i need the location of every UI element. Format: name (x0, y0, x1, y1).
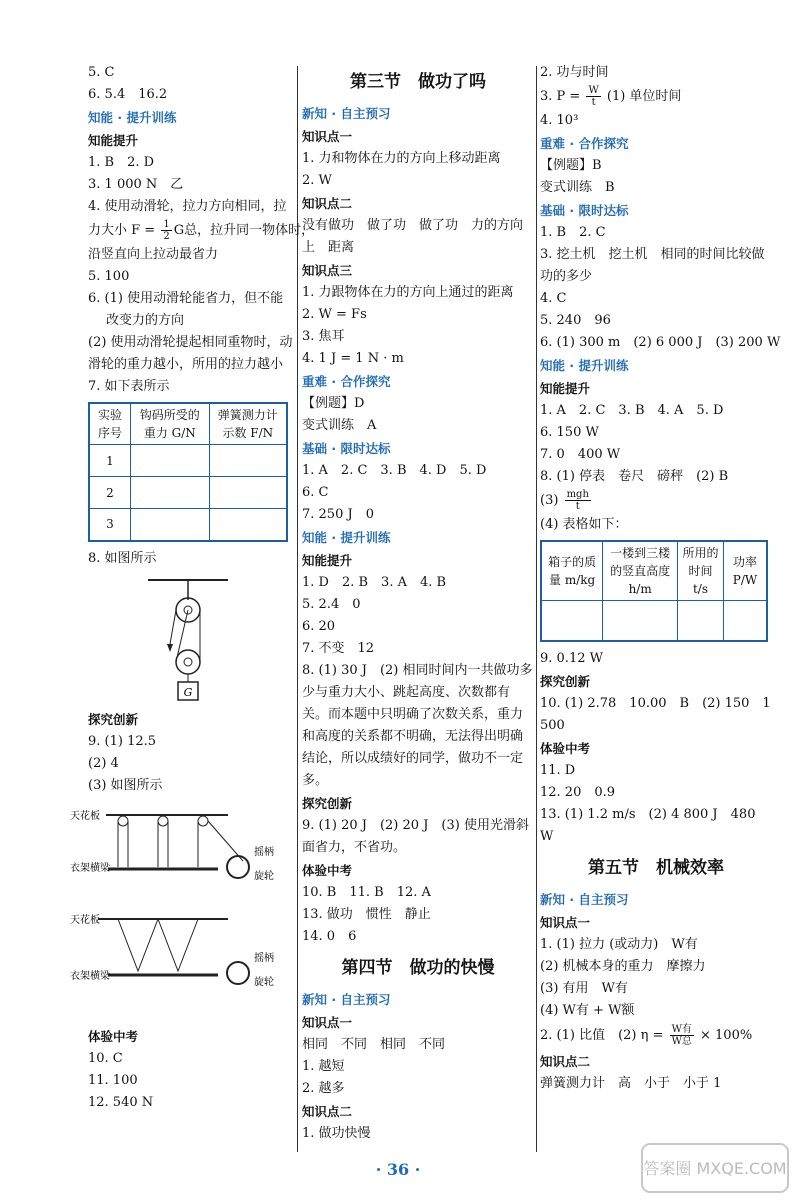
answer-line: 1. 越短 (302, 1059, 345, 1074)
answer-line: 6. 150 W (540, 425, 599, 440)
category-heading: 知能 · 提升训练 (540, 358, 629, 373)
moving-pulley (176, 650, 200, 674)
answer-line: 11. D (540, 762, 576, 778)
answer-line: 2. W = Fs (302, 307, 367, 322)
pulley (198, 816, 208, 826)
answer-line (88, 218, 315, 244)
column-right (540, 62, 781, 1095)
sub-heading: 知能提升 (540, 381, 591, 396)
table-header: 箱子的质量 m/kg (541, 541, 603, 601)
answer-line: 变式训练 A (302, 418, 377, 433)
watermark-text: 答案圈 MXQE.COM (643, 1159, 787, 1178)
answer-line: 1. 做功快慢 (302, 1126, 371, 1141)
table-cell (209, 477, 287, 509)
answer-line (540, 84, 772, 110)
answer-line: 1. D 2. B 3. A 4. B (302, 575, 447, 590)
table-cell (603, 601, 678, 641)
answer-line: 沿竖直向上拉动最省力 (88, 247, 219, 262)
answer-line: 9. (1) 12.5 (88, 733, 157, 749)
sub-heading: 探究创新 (88, 711, 139, 727)
beam-label: 衣架横梁 (70, 862, 110, 874)
answer-line: 6. (1) 300 m (2) 6 000 J (3) 200 W (540, 335, 781, 350)
answer-text: (3) (540, 493, 559, 508)
answer-line: 5. 100 (88, 269, 130, 284)
answer-line: 弹簧测力计 高 小于 小于 1 (540, 1075, 722, 1091)
answer-line: 1. B 2. C (540, 225, 606, 240)
table-cell: 1 (89, 445, 131, 477)
weight-label: G (183, 685, 193, 699)
sub-heading: 知能提升 (302, 553, 353, 568)
answer-line: 13. (1) 1.2 m/s (2) 4 800 J 480 W (540, 806, 756, 844)
answer-line: 1. A 2. C 3. B 4. A 5. D (540, 403, 724, 418)
table-cell (541, 601, 603, 641)
answer-text: 力大小 F = (88, 223, 156, 238)
answer-line: 8. 如图所示 (88, 550, 157, 566)
table-cell: 2 (89, 477, 131, 509)
answer-line: 3. 挖土机 挖土机 相同的时间比较做功的多少 (540, 247, 765, 284)
sub-heading: 体验中考 (540, 740, 591, 756)
answer-line: 14. 0 6 (302, 929, 357, 944)
crank-label: 摇柄 (254, 952, 274, 964)
answer-line: 6. (1) 使用动滑轮能省力，但不能改变力的方向 (88, 291, 284, 328)
answer-line (540, 488, 772, 514)
answer-line: 10. B 11. B 12. A (302, 885, 431, 900)
answer-line: 7. 如下表所示 (88, 379, 170, 394)
answer-line: 7. 不变 12 (302, 641, 375, 656)
answer-line: 4. 使用动滑轮，拉力方向相同，拉 (88, 199, 287, 214)
answer-line: 2. 功与时间 (540, 65, 609, 80)
table-cell (723, 601, 767, 641)
table-header: 一楼到三楼的竖直高度 h/m (603, 541, 678, 601)
power-table (540, 540, 768, 642)
sub-heading: 知识点一 (302, 1015, 353, 1030)
answer-line: 10. (1) 2.78 10.00 B (2) 150 1 500 (540, 695, 771, 733)
experiment-table (88, 402, 288, 542)
answer-line: 4. C (540, 291, 567, 306)
answer-line: 5. C (88, 65, 115, 80)
answer-line: 6. C (302, 485, 329, 500)
fraction-denominator: t (591, 97, 596, 108)
fraction (161, 219, 171, 242)
answer-line (540, 1022, 772, 1050)
table-cell (678, 601, 724, 641)
answer-line: 3. 1 000 N 乙 (88, 177, 184, 192)
sub-heading: 知识点二 (302, 1104, 353, 1119)
fraction (670, 1024, 694, 1047)
answer-line: 4. 1 J = 1 N · m (302, 351, 404, 366)
answer-text: G总 (173, 223, 198, 238)
answer-line: 5. 240 96 (540, 313, 611, 328)
table-cell (209, 509, 287, 541)
table-cell (209, 445, 287, 477)
answer-line: 【例题】D (302, 396, 365, 411)
answer-line: 没有做功 做了功 做了功 力的方向上 距离 (302, 218, 524, 255)
table-cell (131, 509, 210, 541)
category-heading: 新知 · 自主预习 (302, 992, 391, 1007)
beam-label: 衣架横梁 (70, 970, 110, 982)
answer-line: 10. C (88, 1050, 123, 1066)
rope (176, 610, 188, 662)
sub-heading: 知识点二 (302, 196, 353, 211)
rope (170, 610, 176, 644)
answer-line: (4) W有 + W额 (540, 1002, 635, 1018)
section-title: 第四节 做功的快慢 (341, 958, 495, 978)
fraction (586, 85, 600, 108)
answer-text: ，拉升同一物体时， (197, 223, 315, 238)
category-heading: 新知 · 自主预习 (302, 106, 391, 121)
answer-line: 7. 0 400 W (540, 447, 621, 462)
answer-line: 11. 100 (88, 1072, 138, 1088)
category-heading: 重难 · 合作探究 (540, 136, 629, 151)
answer-line: 2. W (302, 173, 332, 188)
sub-heading: 知识点一 (302, 129, 353, 144)
table-cell (131, 445, 210, 477)
category-heading: 知能 · 提升训练 (88, 110, 177, 125)
answer-line: 4. 10³ (540, 113, 579, 128)
fraction-denominator: t (575, 501, 580, 512)
answer-line: 5. 2.4 0 (302, 597, 361, 612)
answer-line: (3) 如图所示 (88, 777, 163, 793)
category-heading: 重难 · 合作探究 (302, 374, 391, 389)
category-heading: 新知 · 自主预习 (540, 891, 629, 907)
answer-text: 2. (1) 比值 (2) η = (540, 1027, 664, 1043)
answer-line: 9. (1) 20 J (2) 20 J (3) 使用光滑斜面省力，不省功。 (302, 818, 529, 855)
category-heading: 基础 · 限时达标 (540, 203, 629, 218)
table-header: 钩码所受的重力 G/N (131, 403, 210, 445)
sub-heading: 知识点一 (540, 914, 591, 930)
rope (208, 821, 243, 861)
answer-line: 1. B 2. D (88, 155, 155, 170)
table-header: 功率 P/W (723, 541, 767, 601)
sub-heading: 知识点三 (302, 263, 353, 278)
answer-line: 8. (1) 停表 卷尺 磅秤 (2) B (540, 469, 729, 484)
fraction-numerator: 1 (163, 219, 170, 230)
table-header: 弹簧测力计示数 F/N (209, 403, 287, 445)
answer-line: 3. 焦耳 (302, 329, 345, 344)
fraction-denominator: W总 (671, 1035, 692, 1047)
fraction-numerator: W有 (671, 1023, 692, 1035)
answer-line: 13. 做功 惯性 静止 (302, 907, 431, 922)
wheel-label: 旋轮 (254, 870, 274, 882)
page-number: · 36 · (375, 1160, 421, 1179)
answer-line: 变式训练 B (540, 180, 615, 195)
wheel-icon (227, 962, 249, 984)
answer-line: 12. 540 N (88, 1094, 154, 1110)
answer-text: (1) 单位时间 (606, 89, 682, 104)
fraction-numerator: W (588, 85, 599, 96)
answer-line: 6. 5.4 16.2 (88, 87, 168, 102)
wheel-icon (227, 856, 249, 878)
fraction-denominator: 2 (163, 231, 170, 242)
answer-line: 6. 20 (302, 619, 336, 634)
pulley-figure (88, 574, 288, 704)
answer-line: 相同 不同 相同 不同 (302, 1037, 446, 1052)
rope (118, 919, 198, 971)
moving-pulley-axle (184, 658, 192, 666)
answer-line: (2) 使用动滑轮提起相同重物时，动滑轮的重力越小，所用的拉力越小 (88, 335, 293, 372)
sub-heading: 知识点二 (540, 1053, 591, 1069)
section-title: 第三节 做功了吗 (350, 72, 486, 92)
answer-line: 1. 力跟物体在力的方向上通过的距离 (302, 285, 514, 300)
ceiling-label: 天花板 (70, 914, 100, 926)
answer-line: (2) 4 (88, 755, 119, 771)
category-heading: 基础 · 限时达标 (302, 441, 391, 456)
category-heading: 知能 · 提升训练 (302, 530, 391, 545)
answer-line: (3) 有用 W有 (540, 980, 628, 996)
column-divider (536, 66, 537, 1152)
answer-line: 2. 越多 (302, 1081, 345, 1096)
sub-heading: 探究创新 (540, 673, 591, 689)
arrow-down-icon (167, 644, 173, 652)
watermark-logo (640, 1140, 790, 1196)
sub-heading: 探究创新 (302, 796, 353, 811)
crank-label: 摇柄 (254, 846, 274, 858)
table-header: 实验序号 (89, 403, 131, 445)
answer-line: 9. 0.12 W (540, 650, 603, 666)
answer-line: 1. 力和物体在力的方向上移动距离 (302, 151, 501, 166)
answer-line: 1. (1) 拉力 (或动力) W有 (540, 936, 698, 952)
wheel-label: 旋轮 (254, 976, 274, 988)
clothes-rack-figure (68, 801, 278, 1021)
pulley (158, 816, 168, 826)
fraction-numerator: mgh (566, 489, 589, 500)
answer-line: 【例题】B (540, 158, 602, 173)
answer-line: 1. A 2. C 3. B 4. D 5. D (302, 463, 487, 478)
sub-heading: 知能提升 (88, 133, 139, 148)
table-header: 所用的时间 t/s (678, 541, 724, 601)
sub-heading: 体验中考 (88, 1028, 139, 1044)
section-title: 第五节 机械效率 (588, 857, 724, 878)
sub-heading: 体验中考 (302, 863, 353, 878)
answer-text: × 100% (700, 1027, 753, 1043)
answer-line: 12. 20 0.9 (540, 784, 616, 800)
table-cell: 3 (89, 509, 131, 541)
column-middle (302, 62, 534, 1145)
pulley (118, 816, 128, 826)
answer-line: 7. 250 J 0 (302, 507, 374, 522)
answer-line: (4) 表格如下： (540, 517, 628, 532)
answer-line: (2) 机械本身的重力 摩擦力 (540, 958, 706, 974)
answer-line: 8. (1) 30 J (2) 相同时间内一共做功多少与重力大小、跳起高度、次数都有关。而本题中只明确了次数关系，重力和高度的关系都不明确，无法得出明确结论，所以成绩好的同学，做功不一定多。 (302, 663, 533, 788)
table-cell (131, 477, 210, 509)
column-left (70, 62, 315, 1114)
ceiling-label: 天花板 (70, 810, 100, 822)
answer-text: 3. P = (540, 89, 581, 104)
fraction (565, 489, 591, 512)
